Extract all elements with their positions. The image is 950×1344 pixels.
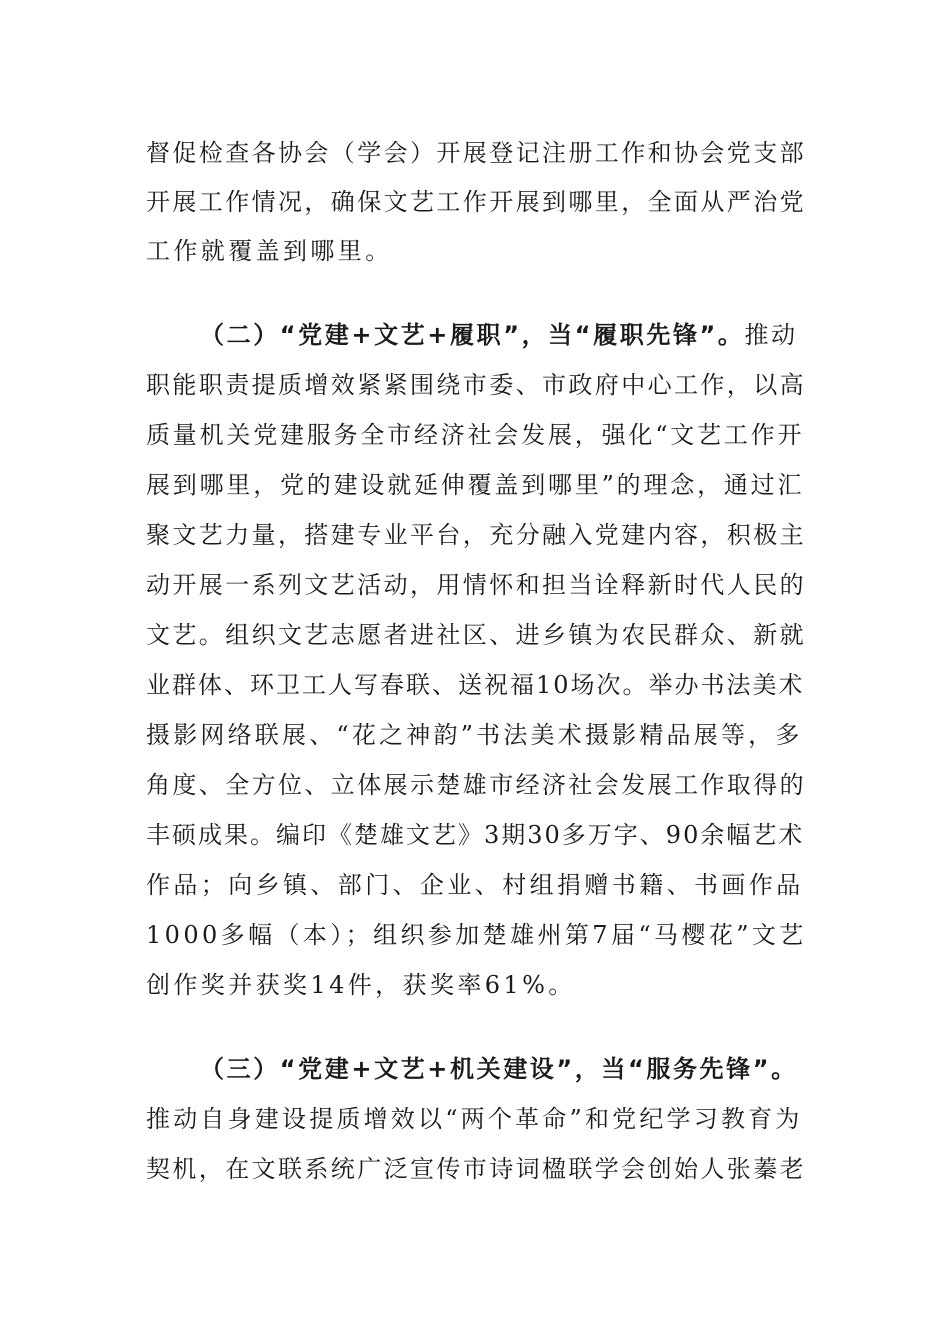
paragraph-3-line-1 [200, 1053, 800, 1085]
paragraph-2-line-6: 动开展一系列文艺活动，用情怀和担当诠释新时代人民的 [146, 571, 806, 599]
paragraph-3-line-3: 契机，在文联系统广泛宣传市诗词楹联学会创始人张蓁老 [146, 1155, 806, 1183]
paragraph-2-line-8: 业群体、环卫工人写春联、送祝福10场次。举办书法美术 [146, 671, 805, 699]
paragraph-2-line-13: 1000多幅（本）；组织参加楚雄州第7届“马樱花”文艺 [146, 921, 807, 949]
paragraph-2-line-3: 质量机关党建服务全市经济社会发展，强化“文艺工作开 [146, 421, 805, 449]
paragraph-1-line-3: 工作就覆盖到哪里。 [146, 237, 393, 265]
paragraph-3-line-2: 推动自身建设提质增效以“两个革命”和党纪学习教育为 [146, 1105, 803, 1133]
paragraph-2-line-14: 创作奖并获奖14件，获奖率61%。 [146, 971, 576, 999]
paragraph-2-line-1 [200, 319, 800, 351]
paragraph-2-line-9: 摄影网络联展、“花之神韵”书法美术摄影精品展等，多 [146, 721, 803, 749]
paragraph-2-line-10: 角度、全方位、立体展示楚雄市经济社会发展工作取得的 [146, 771, 806, 799]
paragraph-2-line-5: 聚文艺力量，搭建专业平台，充分融入党建内容，积极主 [146, 521, 806, 549]
paragraph-2-line-1-rest: 推动 [744, 321, 798, 349]
paragraph-2-line-12: 作品；向乡镇、部门、企业、村组捐赠书籍、书画作品 [146, 871, 804, 899]
section-3-heading: （三）“党建+文艺+机关建设”，当“服务先锋”。 [200, 1055, 798, 1083]
paragraph-2-line-2: 职能职责提质增效紧紧围绕市委、市政府中心工作，以高 [146, 371, 806, 399]
paragraph-1-line-2: 开展工作情况，确保文艺工作开展到哪里，全面从严治党 [146, 188, 806, 216]
paragraph-2-line-7: 文艺。组织文艺志愿者进社区、进乡镇为农民群众、新就 [146, 621, 806, 649]
paragraph-1-line-1: 督促检查各协会（学会）开展登记注册工作和协会党支部 [146, 139, 806, 167]
paragraph-2-line-4: 展到哪里，党的建设就延伸覆盖到哪里”的理念，通过汇 [146, 471, 805, 499]
section-2-heading: （二）“党建+文艺+履职”，当“履职先锋”。 [200, 321, 745, 349]
paragraph-2-line-11: 丰硕成果。编印《楚雄文艺》3期30多万字、90余幅艺术 [146, 821, 805, 849]
